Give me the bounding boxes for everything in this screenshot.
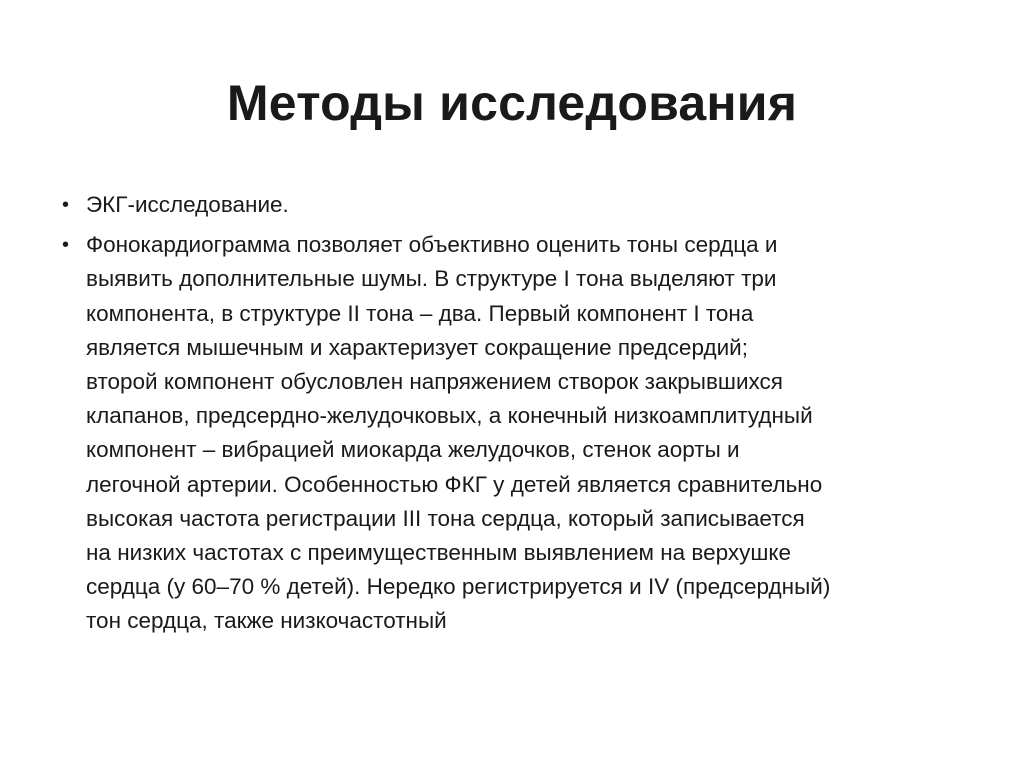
bullet-text-line: компонент – вибрацией миокарда желудочков, стенок аорты и <box>86 437 740 463</box>
bullet-item-phonocardiogram <box>62 228 976 638</box>
bullet-text-line: тон сердца, также низкочастотный <box>86 608 447 634</box>
bullet-text-line: сердца (у 60–70 % детей). Нередко регистрируется и IV (предсердный) <box>86 574 831 600</box>
bullet-text-line: легочной артерии. Особенностью ФКГ у детей является сравнительно <box>86 471 823 497</box>
bullet-text-line: выявить дополнительные шумы. В структуре I тона выделяют три <box>86 266 777 292</box>
bullet-text-line: является мышечным и характеризует сокращение предсердий; <box>86 334 748 360</box>
bullet-text-line: Фонокардиограмма позволяет объективно оценить тоны сердца и <box>86 232 778 258</box>
bullet-icon: • <box>62 234 70 257</box>
slide-title: Методы исследования <box>226 75 798 131</box>
bullet-text-line: компонента, в структуре II тона – два. Первый компонент I тона <box>86 300 754 326</box>
bullet-text-line: клапанов, предсердно-желудочковых, а конечный низкоамплитудный <box>86 403 813 429</box>
bullet-text-line: ЭКГ-исследование. <box>86 192 289 217</box>
bullet-list <box>62 188 976 645</box>
bullet-text-line: на низких частотах с преимущественным выявлением на верхушке <box>86 540 792 566</box>
bullet-text-line: второй компонент обусловлен напряжением створок закрывшихся <box>86 369 783 395</box>
bullet-icon: • <box>62 194 70 216</box>
bullet-item-ecg <box>62 188 976 222</box>
bullet-text-line: высокая частота регистрации III тона сердца, который записывается <box>86 505 805 531</box>
